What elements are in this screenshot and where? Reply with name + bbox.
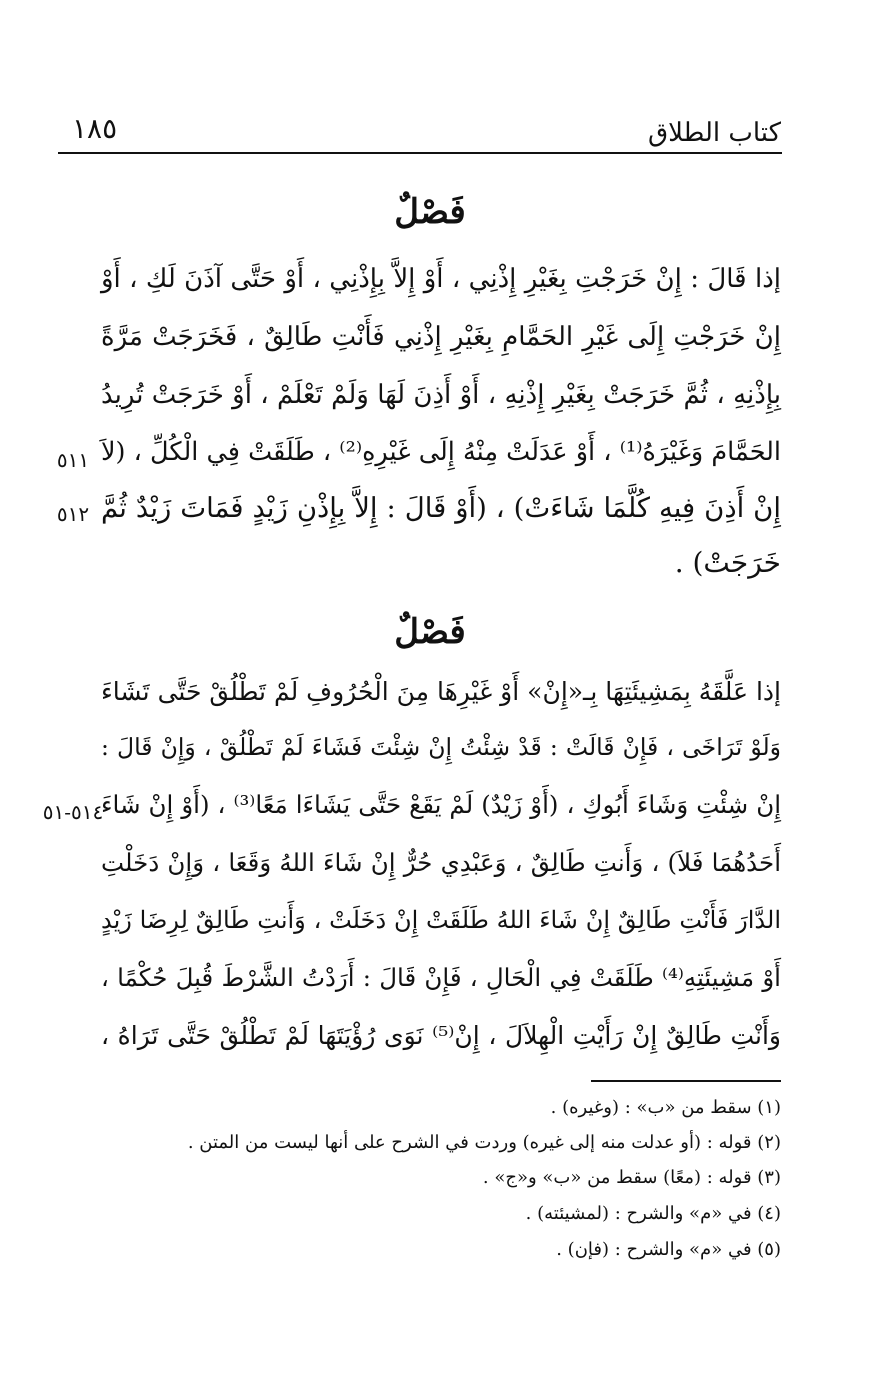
footnote: (٣) قوله : (معًا) سقط من «ب» و«ج» .	[482, 1167, 781, 1188]
body-line: وَأَنْتِ طَالِقٌ إِنْ رَأَيْتِ الْهِلاَلَ ، إِنْ⁽⁵⁾ نَوَى رُؤْيَتَهَا لَمْ تَطْلُقْ حَتَّى تَرَاهُ ،	[101, 1021, 782, 1050]
body-line: إِنْ أَذِنَ فِيهِ كُلَّمَا شَاءَتْ) ، (أَوْ قَالَ : إِلاَّ بِإِذْنِ زَيْدٍ فَمَاتَ زَيْدٌ ثُمَّ	[101, 492, 781, 524]
page-number: ١٨٥	[72, 112, 118, 145]
body-line: أَحَدُهُمَا فَلاَ) ، وَأَنتِ طَالِقٌ ، وَعَبْدِي حُرٌّ إِنْ شَاءَ اللهُ وَقَعَا ، وَإِنْ دَخَلْتِ	[101, 848, 781, 877]
book-title: كتاب الطلاق	[647, 118, 781, 148]
body-line: إِنْ خَرَجْتِ إِلَى غَيْرِ الحَمَّامِ بِغَيْرِ إِذْنِي فَأَنْتِ طَالِقٌ ، فَخَرَجَتْ مَرَّةً	[101, 322, 782, 352]
margin-ref: ٥١٤-٥١	[42, 800, 104, 824]
footnote-rule	[591, 1080, 781, 1082]
margin-ref: ٥١١	[56, 448, 90, 472]
body-line: بِإِذْنِهِ ، ثُمَّ خَرَجَتْ بِغَيْرِ إِذْنِهِ ، أَوْ أَذِنَ لَهَا وَلَمْ تَعْلَمْ ، أَوْ خَرَجَتْ تُرِيدُ	[101, 380, 781, 410]
body-line: إذا عَلَّقَهُ بِمَشِيئَتِهَا بِـ«إِنْ» أَوْ غَيْرِهَا مِنَ الْحُرُوفِ لَمْ تَطْلُقْ حَتَّى تَشَاءَ	[101, 677, 781, 706]
body-line: وَلَوْ تَرَاخَى ، فَإِنْ قَالَتْ : قَدْ شِئْتُ إِنْ شِئْتَ فَشَاءَ لَمْ تَطْلُقْ ، وَإِنْ قَالَ :	[101, 733, 781, 761]
body-line: الحَمَّامَ وَغَيْرَهُ⁽¹⁾ ، أَوْ عَدَلَتْ مِنْهُ إِلَى غَيْرِهِ⁽²⁾ ، طَلَقَتْ فِي الْكُلِّ ، (لاَ	[101, 437, 782, 467]
header-rule	[58, 152, 782, 154]
section-heading: فَصْلٌ	[394, 612, 466, 652]
footnote: (٤) في «م» والشرح : (لمشيئته) .	[525, 1203, 781, 1224]
footnote: (٥) في «م» والشرح : (فإن) .	[556, 1239, 781, 1260]
body-line: الدَّارَ فَأَنْتِ طَالِقٌ إِنْ شَاءَ اللهُ طَلَقَتْ إِنْ دَخَلَتْ ، وَأَنتِ طَالِقٌ لِرِضَا زَيْدٍ	[101, 906, 781, 934]
body-line: إذا قَالَ : إِنْ خَرَجْتِ بِغَيْرِ إِذْنِي ، أَوْ إِلاَّ بِإِذْنِي ، أَوْ حَتَّى آذَنَ لَكِ ، أَوْ	[101, 264, 781, 294]
section-heading: فَصْلٌ	[394, 192, 466, 232]
body-line: أَوْ مَشِيئَتِهِ⁽⁴⁾ طَلَقَتْ فِي الْحَالِ ، فَإِنْ قَالَ : أَرَدْتُ الشَّرْطَ قُبِلَ حُكْمًا ،	[101, 963, 781, 992]
footnote: (٢) قوله : (أو عدلت منه إلى غيره) وردت في الشرح على أنها ليست من المتن .	[187, 1132, 781, 1153]
footnote: (١) سقط من «ب» : (وغيره) .	[550, 1097, 781, 1118]
body-line: إِنْ شِئْتِ وَشَاءَ أَبُوكِ ، (أَوْ زَيْدٌ) لَمْ يَقَعْ حَتَّى يَشَاءَا مَعًا⁽³⁾ ، (أَوْ إِنْ شَاءَ	[101, 790, 782, 819]
margin-ref: ٥١٢	[56, 502, 90, 526]
body-line: خَرَجَتْ) .	[674, 546, 781, 579]
